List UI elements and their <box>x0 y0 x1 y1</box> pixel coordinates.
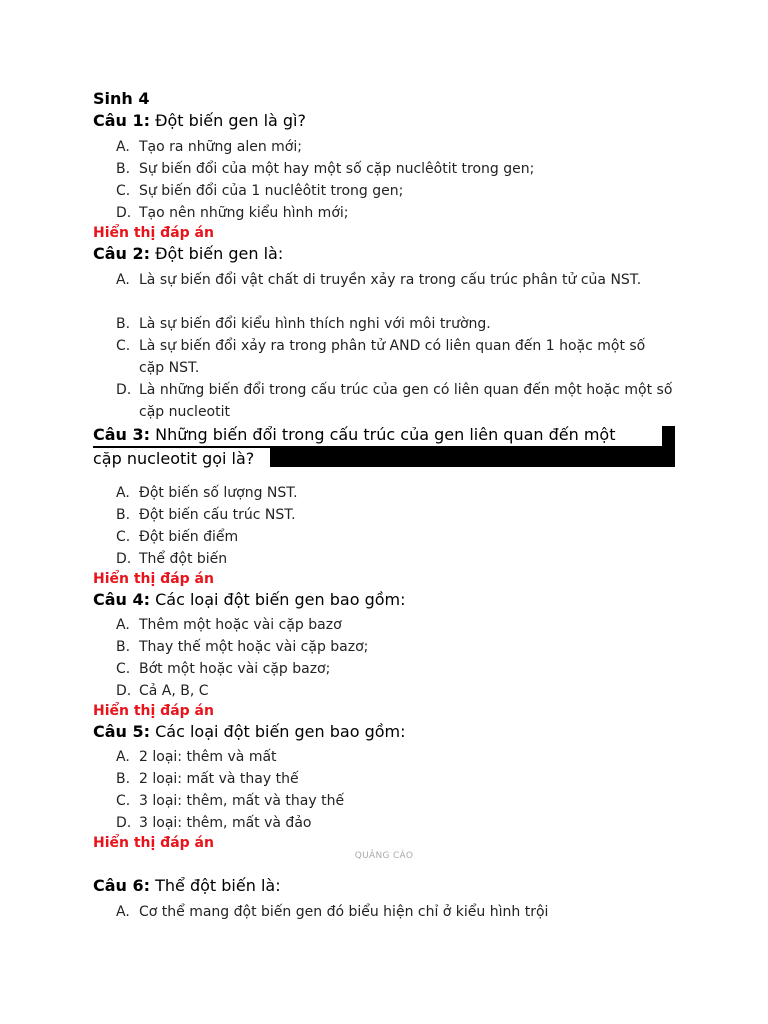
question-1-show-answer-link[interactable]: Hiển thị đáp án <box>93 225 214 241</box>
option-letter: C. <box>116 793 131 809</box>
option-text: Sự biến đổi của 1 nuclêôtit trong gen; <box>139 183 404 199</box>
question-6-option-a <box>116 901 676 923</box>
question-text: Đột biến gen là gì? <box>150 111 306 130</box>
question-label: Câu 5: <box>93 722 151 741</box>
option-letter: D. <box>116 815 132 831</box>
option-text: Là những biến đổi trong cấu trúc của gen có liên quan đến một hoặc một số cặp nucleotit <box>139 382 673 420</box>
question-text: Thể đột biến là: <box>150 876 281 895</box>
question-2-option-a <box>116 269 676 291</box>
question-3-option-b <box>116 504 676 526</box>
option-letter: A. <box>116 272 130 288</box>
question-text: Những biến đổi trong cấu trúc của gen liên quan đến một <box>150 425 616 444</box>
question-5-title <box>93 721 406 743</box>
question-4-option-a <box>116 614 676 636</box>
option-letter: D. <box>116 683 132 699</box>
option-letter: B. <box>116 507 131 523</box>
option-text: 2 loại: thêm và mất <box>139 749 277 765</box>
question-text: Các loại đột biến gen bao gồm: <box>150 722 406 741</box>
question-label: Câu 3: <box>93 425 151 444</box>
question-2-option-c <box>116 335 676 379</box>
question-4-title <box>93 589 406 611</box>
option-text: Đột biến điểm <box>139 529 239 545</box>
option-text: 3 loại: thêm, mất và đảo <box>139 815 312 831</box>
option-text: Là sự biến đổi xảy ra trong phân tử AND có liên quan đến 1 hoặc một số cặp NST. <box>139 338 646 376</box>
option-text: Thể đột biến <box>139 551 228 567</box>
option-letter: C. <box>116 338 131 354</box>
question-5-show-answer-link[interactable]: Hiển thị đáp án <box>93 835 214 851</box>
question-1-title <box>93 110 306 132</box>
redaction-block <box>662 426 675 448</box>
question-label: Câu 2: <box>93 244 151 263</box>
option-letter: D. <box>116 382 132 398</box>
option-text: Thay thế một hoặc vài cặp bazơ; <box>139 639 369 655</box>
option-letter: C. <box>116 529 131 545</box>
question-4-show-answer-link[interactable]: Hiển thị đáp án <box>93 703 214 719</box>
question-5-option-b <box>116 768 676 790</box>
option-text: 2 loại: mất và thay thế <box>139 771 299 787</box>
document-title: Sinh 4 <box>93 89 150 108</box>
option-letter: B. <box>116 161 131 177</box>
option-text: Thêm một hoặc vài cặp bazơ <box>139 617 342 633</box>
option-letter: B. <box>116 316 131 332</box>
question-6-title <box>93 875 281 897</box>
option-text: 3 loại: thêm, mất và thay thế <box>139 793 345 809</box>
option-text: Là sự biến đổi kiểu hình thích nghi với môi trường. <box>139 316 491 332</box>
question-1-option-d <box>116 202 676 224</box>
question-2-option-d <box>116 379 676 423</box>
question-1-option-b <box>116 158 676 180</box>
option-letter: A. <box>116 749 130 765</box>
option-text: Bớt một hoặc vài cặp bazơ; <box>139 661 331 677</box>
question-3-option-a <box>116 482 676 504</box>
option-text: Tạo ra những alen mới; <box>139 139 302 155</box>
option-letter: D. <box>116 551 132 567</box>
option-text: Là sự biến đổi vật chất di truyền xảy ra trong cấu trúc phân tử của NST. <box>139 272 642 288</box>
option-letter: A. <box>116 139 130 155</box>
question-5-option-a <box>116 746 676 768</box>
question-4-option-d <box>116 680 676 702</box>
option-text: Cơ thể mang đột biến gen đó biểu hiện chỉ ở kiểu hình trội <box>139 904 549 920</box>
question-3-title-line-2: cặp nucleotit gọi là? <box>93 449 255 468</box>
question-label: Câu 1: <box>93 111 151 130</box>
question-label: Câu 6: <box>93 876 151 895</box>
option-letter: A. <box>116 617 130 633</box>
option-letter: C. <box>116 183 131 199</box>
option-letter: A. <box>116 485 130 501</box>
question-label: Câu 4: <box>93 590 151 609</box>
question-2-option-b <box>116 313 676 335</box>
question-text: Các loại đột biến gen bao gồm: <box>150 590 406 609</box>
question-5-option-d <box>116 812 676 834</box>
option-text: Tạo nên những kiểu hình mới; <box>139 205 349 221</box>
question-5-option-c <box>116 790 676 812</box>
question-3-option-d <box>116 548 676 570</box>
question-text: Đột biến gen là: <box>150 244 284 263</box>
question-4-option-b <box>116 636 676 658</box>
option-letter: B. <box>116 771 131 787</box>
question-3-option-c <box>116 526 676 548</box>
redaction-block <box>270 446 675 467</box>
question-3-show-answer-link[interactable]: Hiển thị đáp án <box>93 571 214 587</box>
option-text: Đột biến cấu trúc NST. <box>139 507 296 523</box>
question-3-title-line-1 <box>93 424 675 448</box>
question-4-option-c <box>116 658 676 680</box>
option-text: Đột biến số lượng NST. <box>139 485 298 501</box>
option-text: Cả A, B, C <box>139 683 209 699</box>
question-1-option-a <box>116 136 676 158</box>
option-letter: A. <box>116 904 130 920</box>
option-text: Sự biến đổi của một hay một số cặp nuclêôtit trong gen; <box>139 161 535 177</box>
option-letter: D. <box>116 205 132 221</box>
question-2-title <box>93 243 283 265</box>
option-letter: C. <box>116 661 131 677</box>
option-letter: B. <box>116 639 131 655</box>
ad-label: QUẢNG CÁO <box>354 851 414 861</box>
question-1-option-c <box>116 180 676 202</box>
